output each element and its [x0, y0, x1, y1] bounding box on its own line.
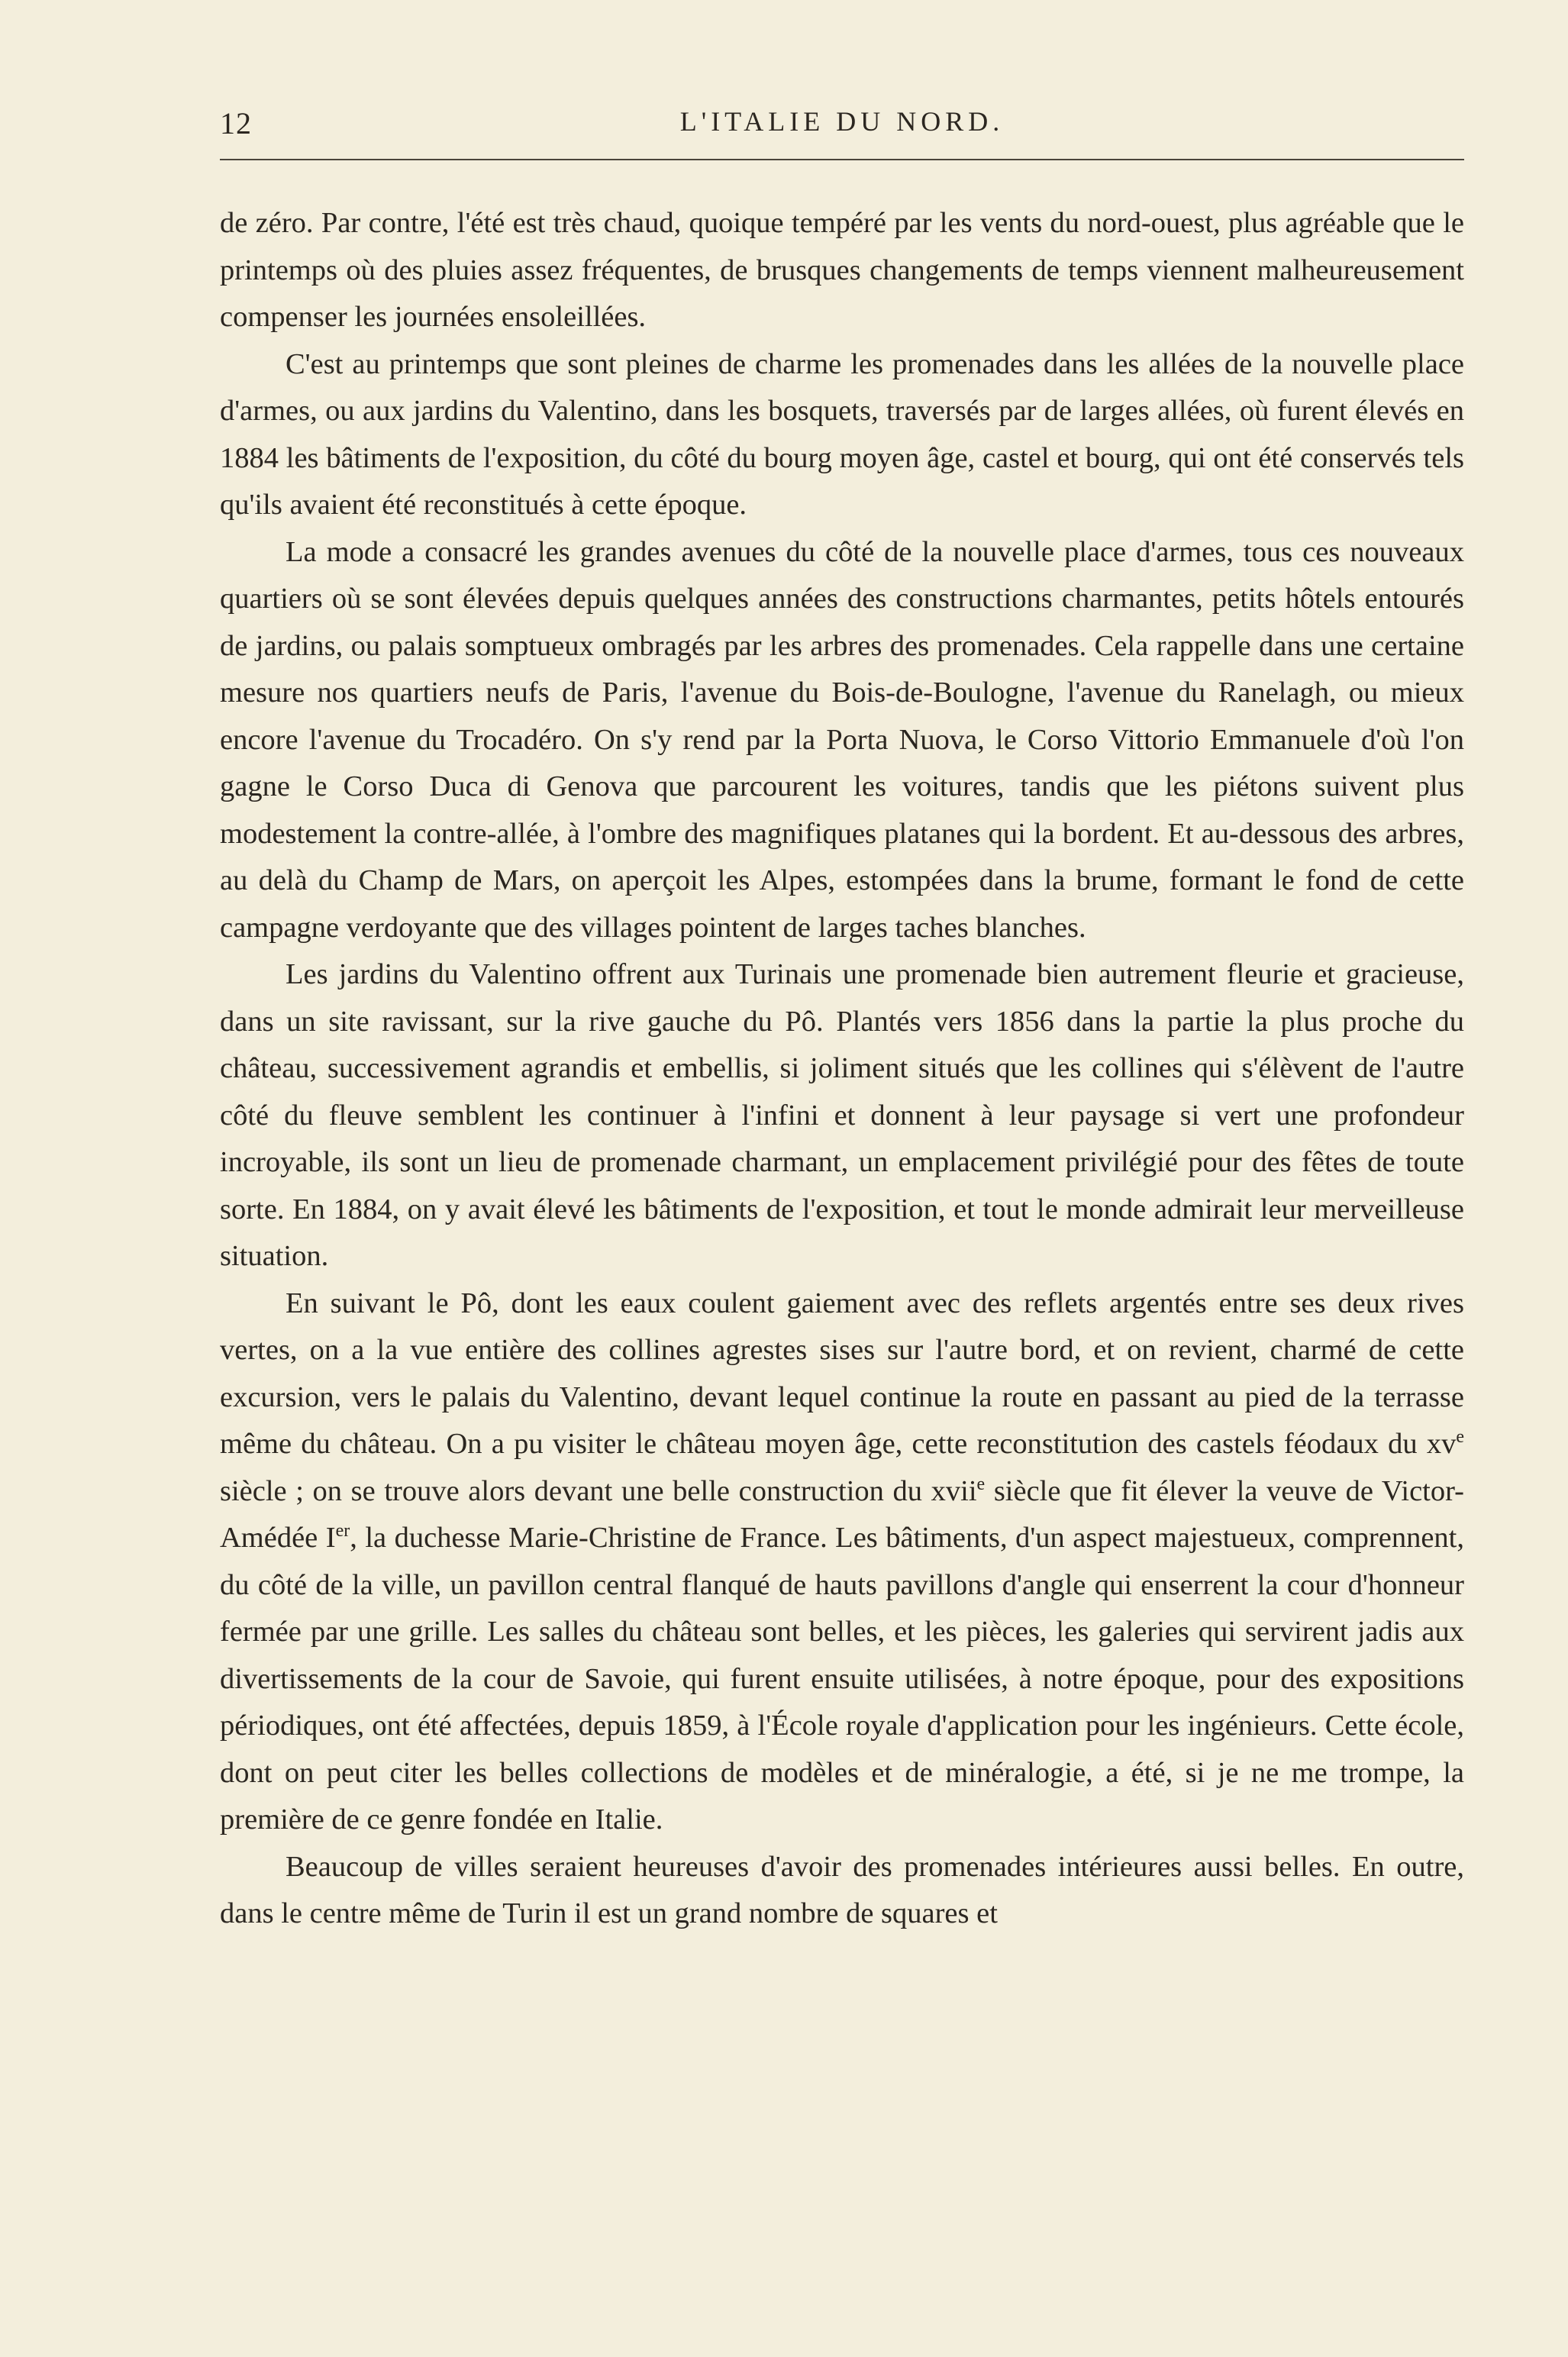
text-run: En suivant le Pô, dont les eaux coulent gaiement avec des reflets argentés entre ses deux rives vertes, on a la vue entière des collines agrestes sises sur l'autre bord, et on revient, charmé de cette excursion, vers le palais du Valentino, devant lequel continue la route en passant au pied de la terrasse même du château. On a pu visiter le château moyen âge, cette reconstitution des castels féodaux du xv [220, 1287, 1464, 1460]
page-number: 12 [220, 106, 252, 140]
text-run: siècle ; on se trouve alors devant une belle construction du xvii [220, 1474, 977, 1507]
running-title: L'ITALIE DU NORD. [679, 106, 1005, 137]
running-head [220, 105, 1464, 151]
paragraph [220, 1280, 1464, 1844]
text-run: siècle que fit élever la veuve de Victor-Amédée I [220, 1474, 1464, 1554]
paragraph: C'est au printemps que sont pleines de charme les promenades dans les allées de la nouvelle place d'armes, ou aux jardins du Valentino, dans les bosquets, traversés par de larges allées, où furent élevés en 1884 les bâtiments de l'exposition, du côté du bourg moyen âge, castel et bourg, qui ont été conservés tels qu'ils avaient été reconstitués à cette époque. [220, 347, 1464, 521]
paragraph: Les jardins du Valentino offrent aux Turinais une promenade bien autrement fleurie et gracieuse, dans un site ravissant, sur la rive gauche du Pô. Plantés vers 1856 dans la partie la plus proche du château, successivement agrandis et embellis, si joliment situés que les collines qui s'élèvent de l'autre côté du fleuve semblent les continuer à l'infini et donnent à leur paysage si vert une profondeur incroyable, ils sont un lieu de promenade charmant, un emplacement privilégié pour des fêtes de toute sorte. En 1884, on y avait élevé les bâtiments de l'exposition, et tout le monde admirait leur merveilleuse situation. [220, 958, 1464, 1272]
superscript: e [976, 1474, 986, 1494]
paragraph: La mode a consacré les grandes avenues du côté de la nouvelle place d'armes, tous ces nouveaux quartiers où se sont élevées depuis quelques années des constructions charmantes, petits hôtels entourés de jardins, ou palais somptueux ombragés par les arbres des promenades. Cela rappelle dans une certaine mesure nos quartiers neufs de Paris, l'avenue du Bois-de-Boulogne, l'avenue du Ranelagh, ou mieux encore l'avenue du Trocadéro. On s'y rend par la Porta Nuova, le Corso Vittorio Emmanuele d'où l'on gagne le Corso Duca di Genova que parcourent les voitures, tandis que les piétons suivent plus modestement la contre-allée, à l'ombre des magnifiques platanes qui la bordent. Et au-dessous des arbres, au delà du Champ de Mars, on aperçoit les Alpes, estompées dans la brume, formant le fond de cette campagne verdoyante que des villages pointent de larges taches blanches. [220, 535, 1464, 944]
superscript: e [1456, 1427, 1464, 1448]
superscript: er [335, 1521, 350, 1542]
paragraph: Beaucoup de villes seraient heureuses d'avoir des promenades intérieures aussi belles. En outre, dans le centre même de Turin il est un grand nombre de squares et [220, 1850, 1464, 1929]
text-run: , la duchesse Marie-Christine de France. Les bâtiments, d'un aspect majestueux, comprennent, du côté de la ville, un pavillon central flanqué de hauts pavillons d'angle qui enserrent la cour d'honneur fermée par une grille. Les salles du château sont belles, et les pièces, les galeries qui servirent jadis aux divertissements de la cour de Savoie, qui furent ensuite utilisées, à notre époque, pour des expositions périodiques, ont été affectées, depuis 1859, à l'École royale d'application pour les ingénieurs. Cette école, dont on peut citer les belles collections de modèles et de minéralogie, a été, si je ne me trompe, la première de ce genre fondée en Italie. [220, 1522, 1464, 1836]
paragraph: de zéro. Par contre, l'été est très chaud, quoique tempéré par les vents du nord-ouest, plus agréable que le printemps où des pluies assez fréquentes, de brusques changements de temps viennent malheureusement compenser les journées ensoleillées. [220, 207, 1464, 333]
header-rule [220, 159, 1464, 160]
body-text [220, 200, 1464, 1938]
